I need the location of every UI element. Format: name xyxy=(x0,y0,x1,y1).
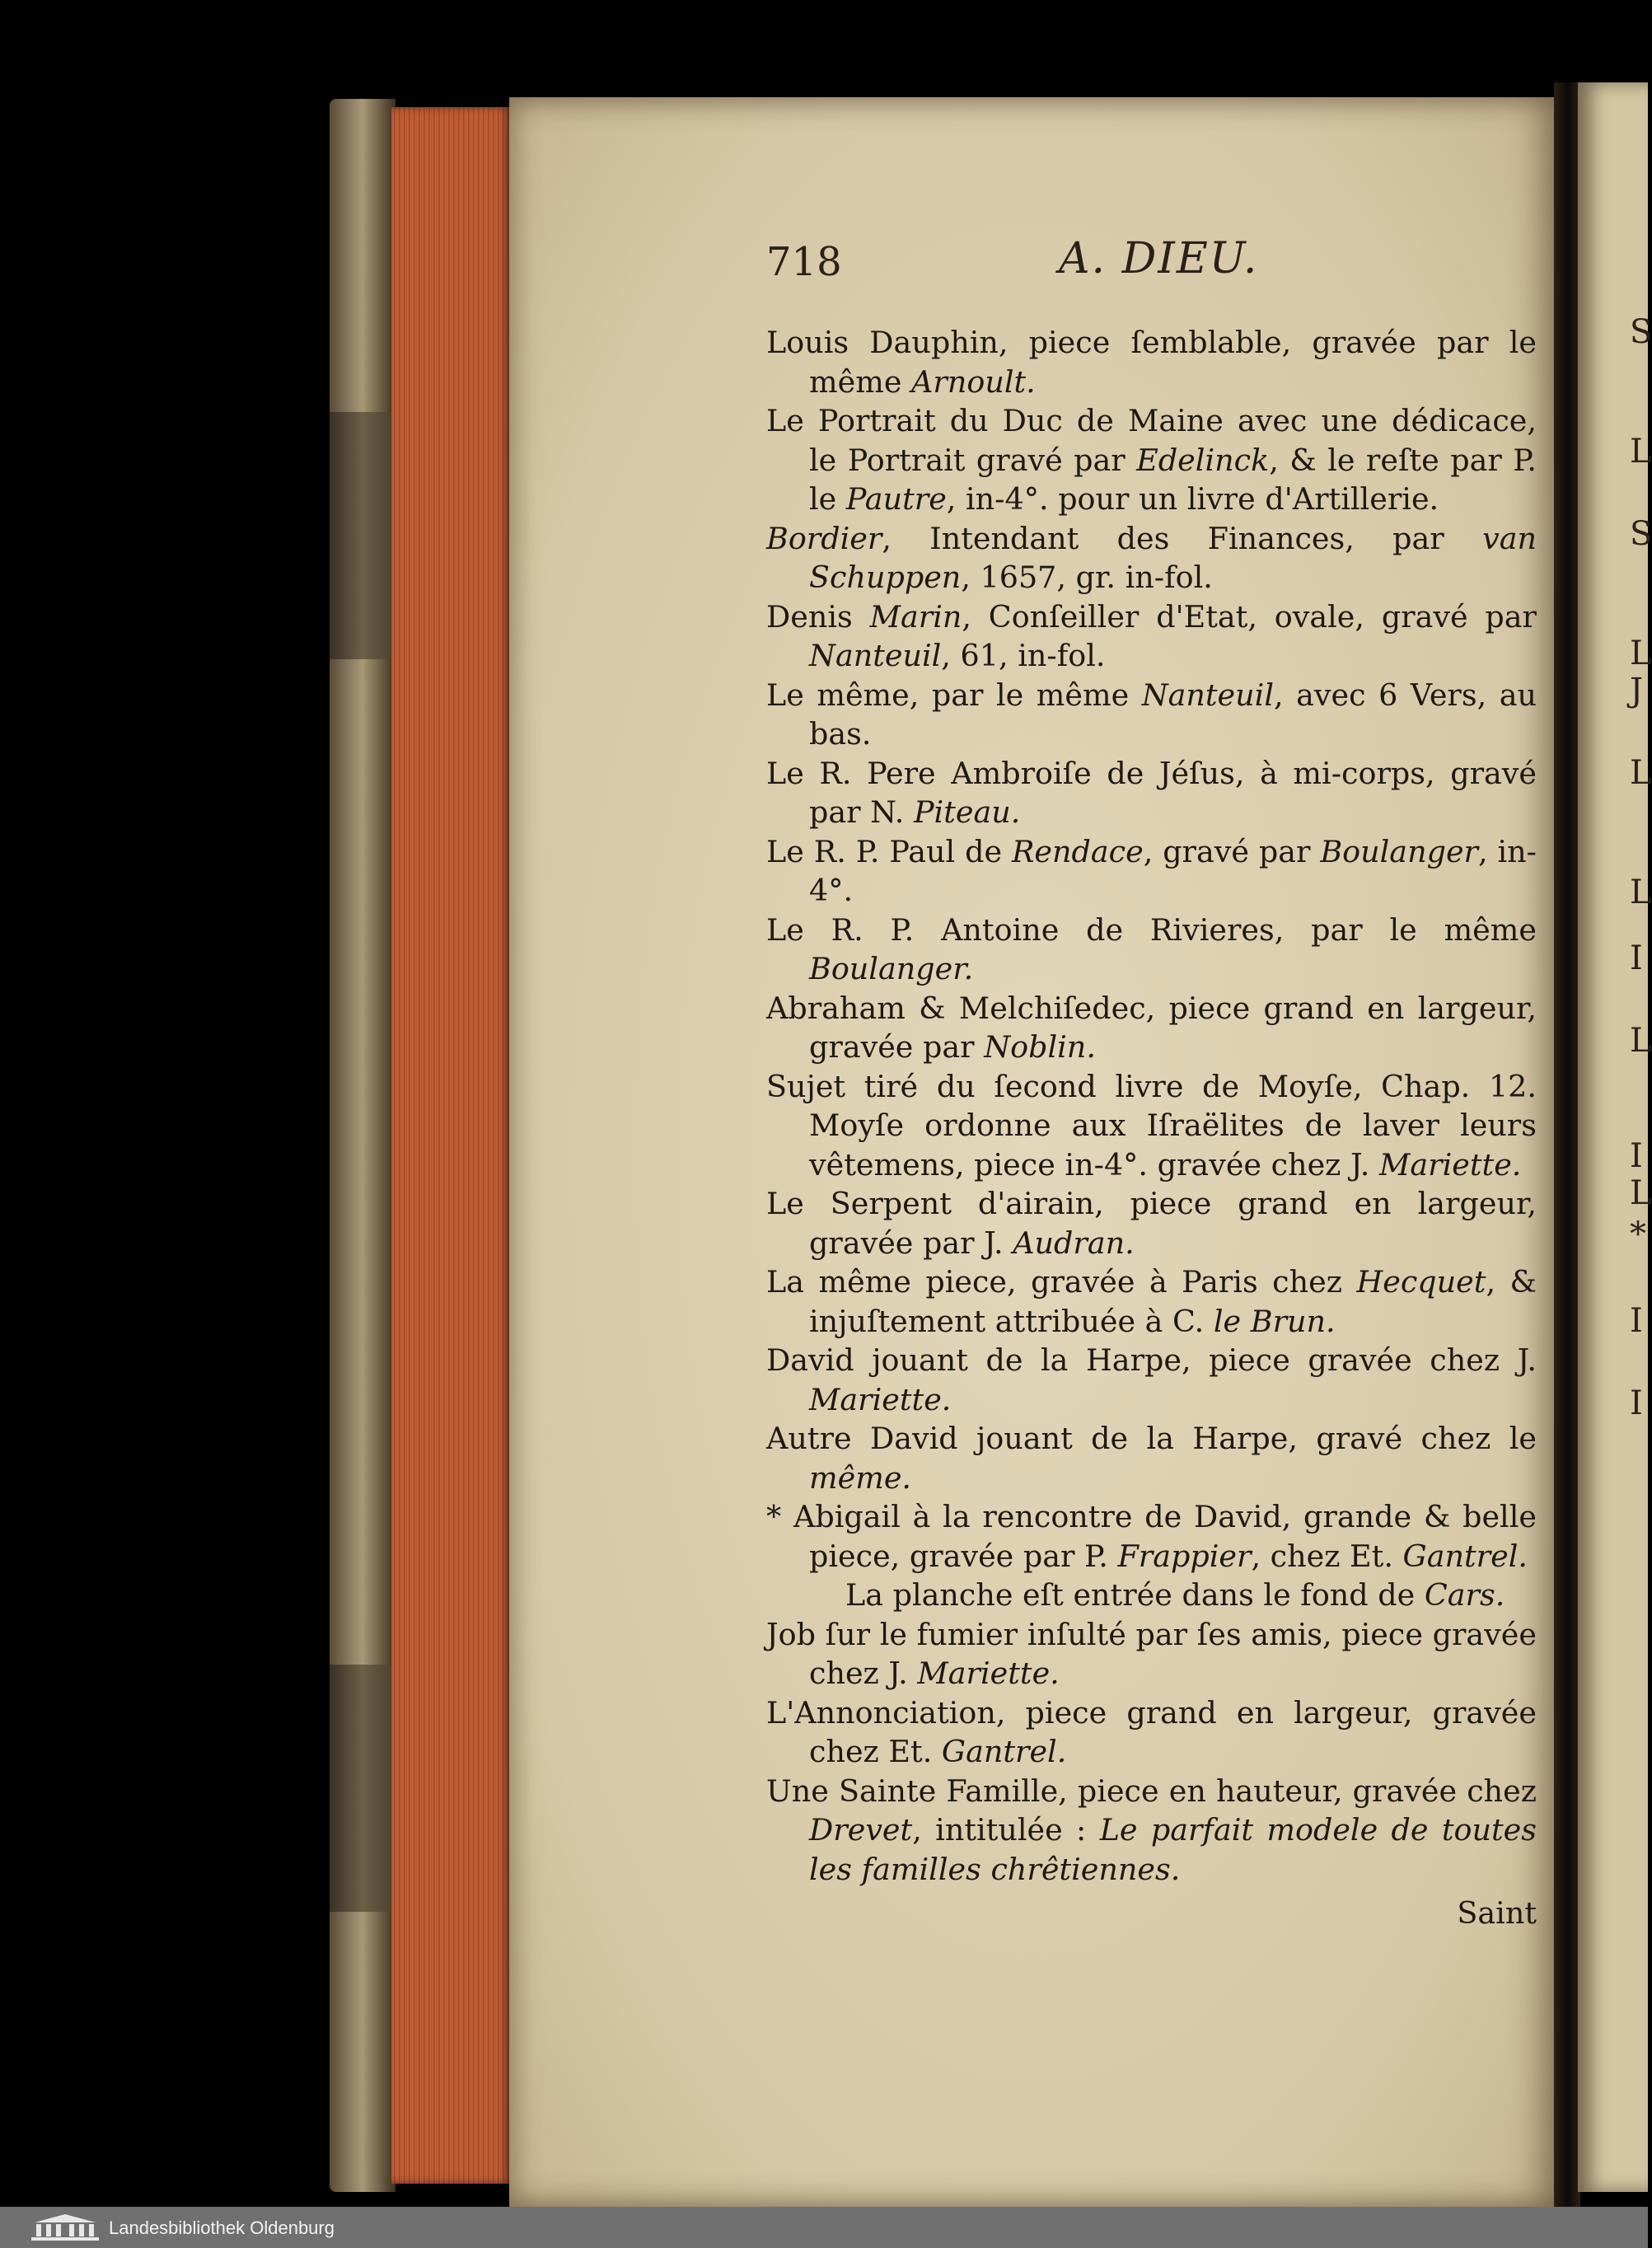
italic-name: Nanteuil xyxy=(1141,677,1275,713)
catalog-entry: Le R. Pere Ambroiſe de Jéſus, à mi-corps, gravé par N. Piteau. xyxy=(766,755,1537,830)
italic-name: Le parfait modele de toutes les familles chrêtiennes. xyxy=(809,1812,1537,1887)
italic-name: Drevet xyxy=(809,1812,913,1848)
facing-page-letter: L xyxy=(1630,635,1652,672)
facing-page-letter: L xyxy=(1630,873,1652,911)
facing-page-letter: L xyxy=(1630,754,1652,792)
italic-name: Cars. xyxy=(1424,1577,1505,1613)
facing-page-letter: * xyxy=(1630,1215,1646,1253)
page-header xyxy=(766,234,1541,297)
italic-name: Boulanger. xyxy=(809,951,974,986)
italic-name: Gantrel. xyxy=(941,1734,1067,1769)
spine-band xyxy=(330,412,395,659)
facing-page-letter: L xyxy=(1630,433,1652,471)
book-gutter xyxy=(1554,82,1580,2208)
italic-name: Nanteuil xyxy=(809,638,942,673)
italic-name: Edelinck xyxy=(1136,442,1270,478)
facing-page-letter: I xyxy=(1630,1384,1643,1422)
library-logo-icon xyxy=(30,2213,101,2242)
catalog-entry: La même piece, gravée à Paris chez Hecquet, & injuſtement attribuée à C. le Brun. xyxy=(766,1264,1537,1339)
italic-name: Boulanger xyxy=(1320,833,1478,869)
footer-bar xyxy=(0,2207,1648,2248)
italic-name: Mariette. xyxy=(809,1381,952,1417)
catalog-entry: Job ſur le fumier inſulté par ſes amis, piece gravée chez J. Mariette. xyxy=(766,1616,1537,1691)
italic-name: Mariette. xyxy=(1379,1146,1522,1183)
facing-page-letter: L xyxy=(1630,1022,1652,1060)
italic-name: Rendace xyxy=(1011,833,1144,869)
facing-page-letter: I xyxy=(1630,1137,1643,1175)
catalog-entry: Abraham & Melchiſedec, piece grand en largeur, gravée par Noblin. xyxy=(766,990,1537,1065)
book-spine xyxy=(330,99,395,2192)
catalog-entry: Le Portrait du Duc de Maine avec une dédicace, le Portrait gravé par Edelinck, & le reſte par P. le Pautre, in-4°. pour un livre d'Artillerie. xyxy=(766,403,1537,517)
italic-name: Bordier xyxy=(766,520,882,556)
catalog-entry: Le même, par le même Nanteuil, avec 6 Vers, au bas. xyxy=(766,677,1537,752)
italic-name: Gantrel. xyxy=(1402,1538,1528,1574)
catalog-entry: Le R. P. Paul de Rendace, gravé par Boulanger, in-4°. xyxy=(766,833,1537,908)
italic-name: même. xyxy=(809,1459,912,1496)
catalog-entry: Bordier, Intendant des Finances, par van Schuppen, 1657, gr. in-fol. xyxy=(766,520,1537,595)
italic-name: Frappier xyxy=(1117,1538,1252,1574)
catalog-entry: David jouant de la Harpe, piece gravée chez J. Mariette. xyxy=(766,1342,1537,1417)
catalog-entry: Autre David jouant de la Harpe, gravé chez le même. xyxy=(766,1421,1537,1496)
page-number: 718 xyxy=(766,239,842,285)
running-head: A. DIEU. xyxy=(1059,234,1259,283)
entry-note: La planche eſt entrée dans le fond de Cars. xyxy=(845,1577,1505,1613)
library-name: Landesbibliothek Oldenburg xyxy=(109,2218,335,2238)
italic-name: Arnoult. xyxy=(911,363,1036,400)
italic-name: van Schuppen xyxy=(809,520,1537,595)
catalog-entry: Denis Marin, Conſeiller d'Etat, ovale, gravé par Nanteuil, 61, in-fol. xyxy=(766,598,1537,673)
facing-page-letter: I xyxy=(1630,1302,1643,1340)
facing-page-letter: L xyxy=(1630,1174,1652,1212)
italic-name: Hecquet xyxy=(1356,1264,1486,1300)
italic-name: Piteau. xyxy=(913,794,1021,830)
page-body xyxy=(766,323,1537,1933)
catalog-entry: Louis Dauphin, piece ſemblable, gravée par le même Arnoult. xyxy=(766,325,1537,400)
facing-page-letter: S xyxy=(1630,515,1652,553)
catalog-entry: Le R. P. Antoine de Rivieres, par le même Boulanger. xyxy=(766,911,1537,986)
italic-name: Noblin. xyxy=(984,1029,1096,1065)
italic-name: Audran. xyxy=(1013,1225,1135,1261)
facing-page-letter: S xyxy=(1630,313,1652,351)
italic-name: le Brun. xyxy=(1213,1303,1336,1339)
page-edges xyxy=(391,107,511,2184)
catalog-entry: Une Sainte Famille, piece en hauteur, gravée chez Drevet, intitulée : Le parfait modele de toutes les familles chrêtiennes. xyxy=(766,1773,1537,1887)
spine-band xyxy=(330,1665,395,1912)
italic-name: Marin xyxy=(869,598,962,635)
catalog-entry: L'Annonciation, piece grand en largeur, gravée chez Et. Gantrel. xyxy=(766,1694,1537,1769)
italic-name: Pautre xyxy=(845,481,947,517)
italic-name: Mariette. xyxy=(917,1656,1060,1691)
facing-page-letter: I xyxy=(1630,939,1643,977)
facing-page-letter: J xyxy=(1630,672,1644,710)
catchword: Saint xyxy=(1457,1895,1537,1931)
catalog-entry: * Abigail à la rencontre de David, grande & belle piece, gravée par P. Frappier, chez Et. Gantrel. xyxy=(766,1499,1537,1574)
catalog-entry: Sujet tiré du ſecond livre de Moyſe, Chap. 12. Moyſe ordonne aux Iſraëlites de laver leurs vêtemens, piece in-4°. gravée chez J. Mariette. xyxy=(766,1068,1537,1183)
catalog-entry: Le Serpent d'airain, piece grand en largeur, gravée par J. Audran. xyxy=(766,1186,1537,1261)
